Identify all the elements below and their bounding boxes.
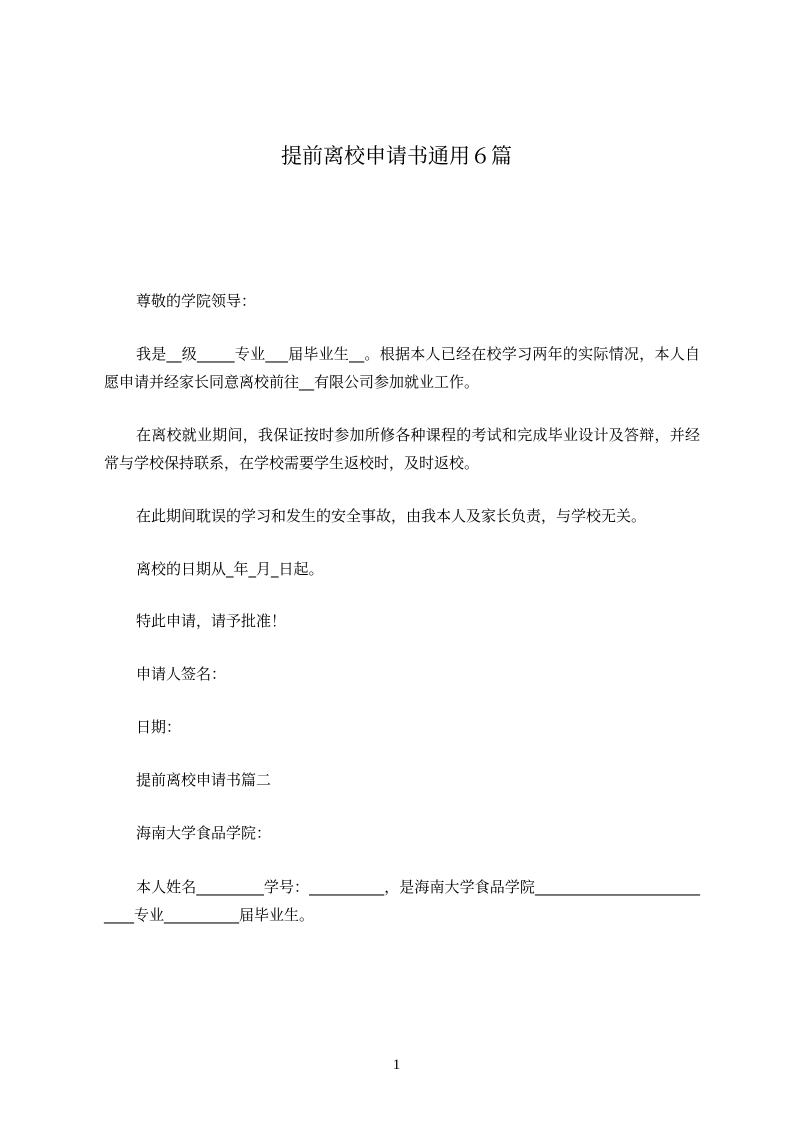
section-heading-two: 提前离校申请书篇二: [136, 771, 272, 789]
responsibility-paragraph: 在此期间耽误的学习和发生的安全事故，由我本人及家长负责，与学校无关。: [136, 507, 647, 525]
recipient-paragraph: 海南大学食品学院：: [136, 824, 272, 842]
request-paragraph: 特此申请，请予批准！: [136, 612, 287, 630]
student-info-paragraph: 我是__级_____专业___届毕业生__。根据本人已经在校学习两年的实际情况，本人自愿申请并经家长同意离校前往__有限公司参加就业工作。: [104, 345, 700, 391]
document-title: 提前离校申请书通用６篇: [281, 144, 512, 168]
personal-info-paragraph: 本人姓名_________学号：__________，是海南大学食品学院__________________________专业__________届毕业生。: [104, 878, 700, 924]
salutation-paragraph: 尊敬的学院领导：: [136, 292, 257, 310]
page-number: 1: [392, 1057, 401, 1073]
applicant-signature-label: 申请人签名：: [136, 665, 227, 683]
leave-date-paragraph: 离校的日期从_年_月_日起。: [136, 560, 324, 578]
date-label: 日期：: [136, 718, 182, 736]
commitment-paragraph: 在离校就业期间，我保证按时参加所修各种课程的考试和完成毕业设计及答辩，并经常与学校保持联系，在学校需要学生返校时，及时返校。: [104, 426, 700, 472]
